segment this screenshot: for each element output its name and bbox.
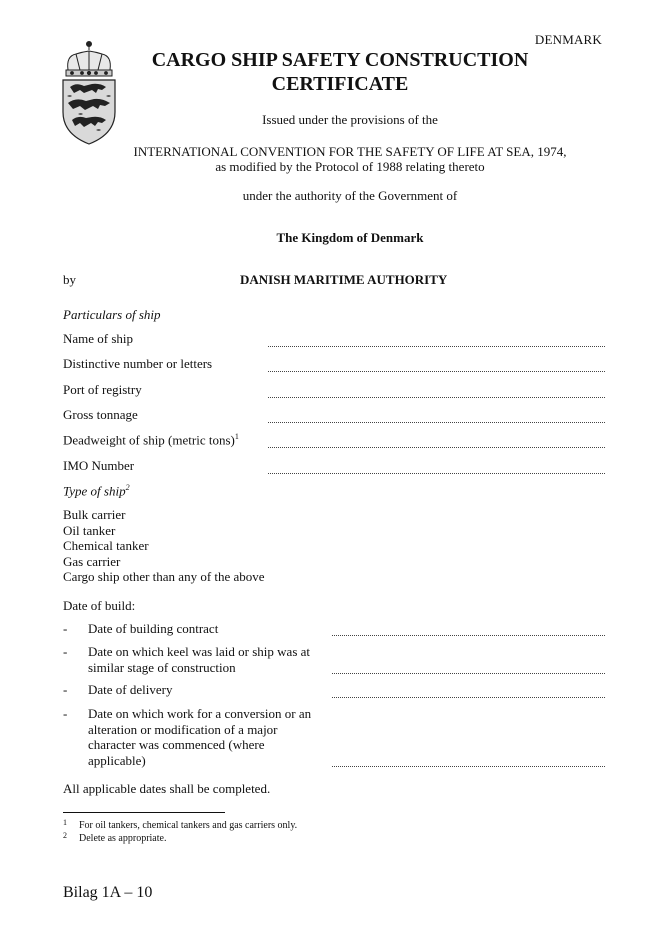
conversion-label [88,706,328,768]
port-of-registry-field[interactable] [268,397,605,398]
type-of-ship-text: Type of ship [63,483,126,499]
dates-note: All applicable dates shall be completed. [63,781,271,796]
gross-tonnage-label: Gross tonnage [63,407,138,422]
ship-type-gas-carrier[interactable]: Gas carrier [63,553,121,569]
port-of-registry-label: Port of registry [63,382,142,397]
conversion-field[interactable] [332,766,605,767]
imo-number-label: IMO Number [63,458,135,473]
deadweight-label [63,432,239,448]
title-line-2: CERTIFICATE [271,73,409,95]
deadweight-field[interactable] [268,447,605,448]
conversion-line-2: alteration or modification of a major [88,721,278,737]
danish-coat-of-arms-icon [58,40,120,146]
ship-type-bulk-carrier[interactable]: Bulk carrier [63,507,126,522]
delivery-label: Date of delivery [88,682,173,697]
keel-laid-label [88,644,328,675]
imo-number-field[interactable] [268,473,605,474]
footnote-2-number: 2 [63,831,67,840]
date-of-build-heading: Date of build: [63,598,136,613]
dash-2: - [63,644,68,659]
issued-under-text: Issued under the provisions of the [262,112,438,127]
dash-3: - [63,682,68,697]
footnote-ref-2: 2 [125,483,130,492]
footnote-1-number: 1 [63,818,67,827]
footnote-ref-1: 1 [234,432,239,441]
ship-type-chemical-tanker[interactable]: Chemical tanker [63,538,149,553]
particulars-heading: Particulars of ship [63,307,161,322]
protocol-text: as modified by the Protocol of 1988 relating thereto [215,159,485,174]
by-label: by [63,272,76,287]
type-of-ship-heading [63,483,130,499]
building-contract-label: Date of building contract [88,621,219,636]
agency-name: DANISH MARITIME AUTHORITY [240,272,448,287]
footnote-2-text: Delete as appropriate. [79,833,167,844]
dash-4: - [63,706,68,721]
keel-laid-field[interactable] [332,673,605,674]
footnote-2 [63,831,167,845]
ship-type-other[interactable]: Cargo ship other than any of the above [63,569,265,584]
kingdom-text: The Kingdom of Denmark [276,230,424,245]
certificate-title [130,48,550,96]
building-contract-field[interactable] [332,635,605,636]
keel-laid-line-2: similar stage of construction [88,659,236,675]
delivery-field[interactable] [332,697,605,698]
ship-type-oil-tanker[interactable]: Oil tanker [63,522,116,538]
footnote-1-text: For oil tankers, chemical tankers and gas carriers only. [79,820,298,831]
convention-text: INTERNATIONAL CONVENTION FOR THE SAFETY OF LIFE AT SEA, 1974, [133,144,567,159]
dash-1: - [63,621,68,636]
name-of-ship-field[interactable] [268,346,605,347]
country-label: DENMARK [534,32,602,47]
ship-type-options [63,507,265,585]
conversion-line-3: character was commenced (where [88,737,265,752]
footnote-divider [63,812,225,813]
conversion-line-4: applicable) [88,752,146,768]
page-label: Bilag 1A – 10 [63,884,153,901]
name-of-ship-label: Name of ship [63,331,134,346]
conversion-line-1: Date on which work for a conversion or an [88,706,312,721]
authority-text: under the authority of the Government of [242,188,458,203]
title-line-1: CARGO SHIP SAFETY CONSTRUCTION [151,49,529,71]
distinctive-number-label: Distinctive number or letters [63,356,213,371]
deadweight-text: Deadweight of ship (metric tons) [63,432,235,448]
distinctive-number-field[interactable] [268,371,605,372]
keel-laid-line-1: Date on which keel was laid or ship was at [88,644,311,659]
gross-tonnage-field[interactable] [268,422,605,423]
